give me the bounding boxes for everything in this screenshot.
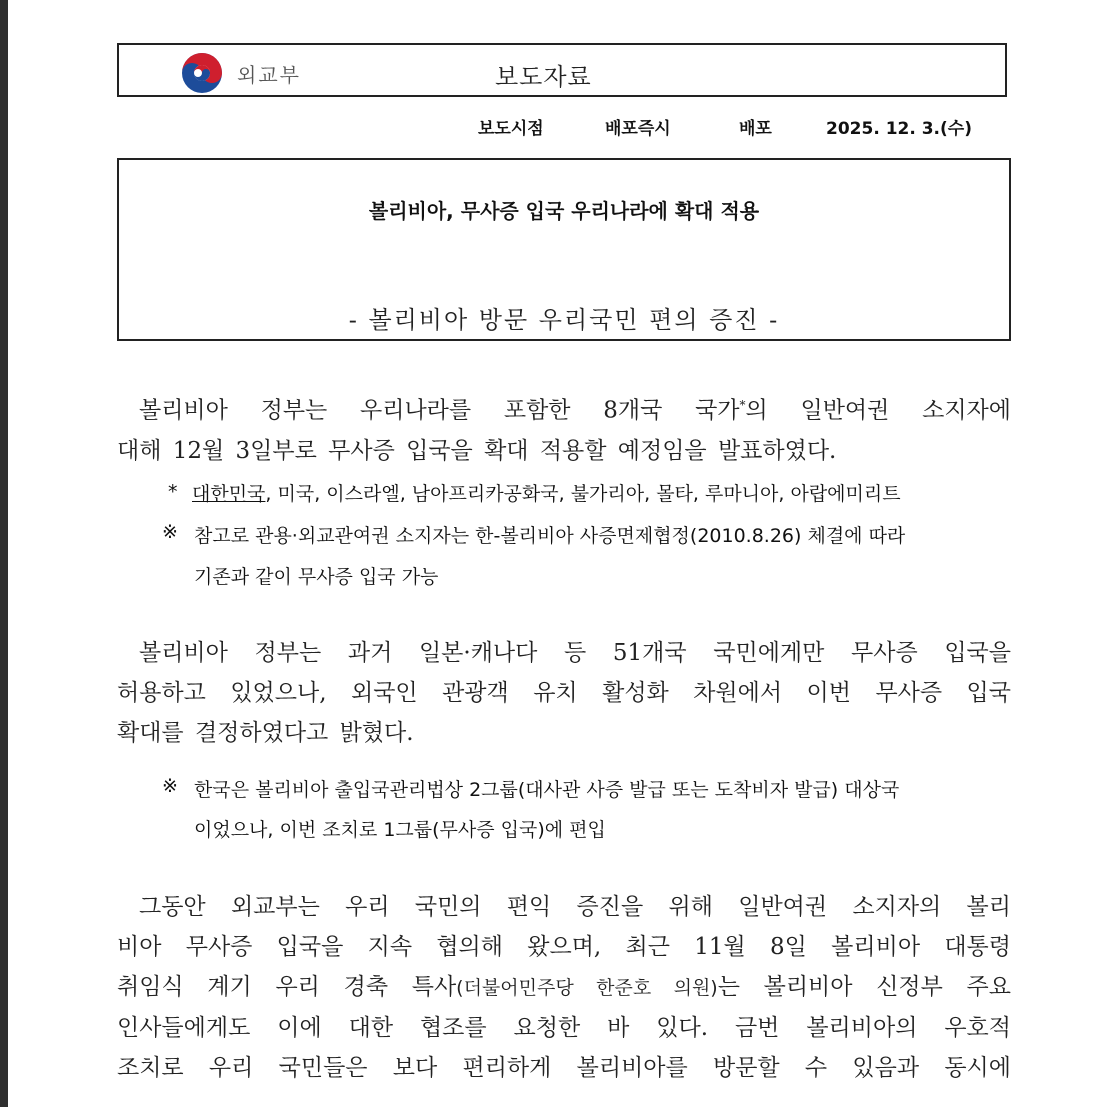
paragraph-2 bbox=[117, 633, 1011, 753]
paragraph-3-line-5: 조치로 우리 국민들은 보다 편리하게 볼리비아를 방문할 수 있음과 동시에 bbox=[117, 1055, 1011, 1081]
group-note-line-2: 이었으나, 이번 조치로 1그룹(무사증 입국)에 편입 bbox=[194, 819, 606, 841]
reference-note-line-2: 기존과 같이 무사증 입국 가능 bbox=[194, 566, 439, 588]
group-note-line-1: 한국은 볼리비아 출입국관리법상 2그룹(대사관 사증 발급 또는 도착비자 발급) 대상국 bbox=[194, 779, 900, 801]
korea-highlight: 대한민국 bbox=[192, 483, 266, 505]
paragraph-1-line-1: 볼리비아 정부는 우리나라를 포함한 8개국 국가*의 일반여권 소지자에 bbox=[139, 397, 1011, 424]
agency-name: 외교부 bbox=[237, 63, 301, 87]
footnote-marker: * bbox=[739, 398, 746, 412]
distribution-date: 2025. 12. 3.(수) bbox=[826, 119, 972, 139]
paragraph-3-line-4: 인사들에게도 이에 대한 협조를 요청한 바 있다. 금번 볼리비아의 우호적 bbox=[117, 1015, 1011, 1041]
paragraph-1 bbox=[117, 385, 1011, 471]
paragraph-2-line-2: 허용하고 있었으나, 외국인 관광객 유치 활성화 차원에서 이번 무사증 입국 bbox=[117, 680, 1011, 706]
paragraph-1-line-2: 대해 12월 3일부로 무사증 입국을 확대 적용할 예정임을 발표하였다. bbox=[117, 437, 837, 464]
paragraph-3-line-2: 비아 무사증 입국을 지속 협의해 왔으며, 최근 11월 8일 볼리비아 대통령 bbox=[117, 934, 1011, 960]
main-title: 볼리비아, 무사증 입국 우리나라에 확대 적용 bbox=[368, 199, 760, 223]
envoy-name: (더불어민주당 한준호 의원) bbox=[456, 977, 718, 999]
paragraph-2-line-1: 볼리비아 정부는 과거 일본·캐나다 등 51개국 국민에게만 무사증 입국을 bbox=[139, 640, 1011, 666]
reference-note-line-1: 참고로 관용·외교관여권 소지자는 한-볼리비아 사증면제협정(2010.8.26) 체결에 따라 bbox=[194, 525, 906, 547]
paragraph-3-line-3: 취임식 계기 우리 경축 특사(더불어민주당 한준호 의원)는 볼리비아 신정부 주요 bbox=[117, 974, 1011, 1000]
reference-mark-2: ※ bbox=[162, 775, 178, 797]
note-asterisk: * bbox=[168, 481, 178, 503]
release-time-value: 배포즉시 bbox=[605, 119, 671, 139]
countries-note: 대한민국, 미국, 이스라엘, 남아프리카공화국, 불가리아, 몰타, 루마니아, 아랍에미리트 bbox=[192, 483, 901, 505]
taegeuk-emblem-icon bbox=[181, 52, 223, 94]
viewer-left-edge bbox=[0, 0, 8, 1107]
paragraph-3-line-1: 그동안 외교부는 우리 국민의 편익 증진을 위해 일반여권 소지자의 볼리 bbox=[139, 894, 1011, 920]
reference-mark: ※ bbox=[162, 521, 178, 543]
sub-title: - 볼리비아 방문 우리국민 편의 증진 - bbox=[348, 306, 780, 334]
release-time-label: 보도시점 bbox=[478, 119, 544, 139]
document-type: 보도자료 bbox=[495, 63, 592, 91]
press-release-header bbox=[117, 43, 1007, 97]
paragraph-2-line-3: 확대를 결정하였다고 밝혔다. bbox=[117, 720, 414, 746]
title-box bbox=[117, 158, 1011, 341]
paragraph-3 bbox=[117, 887, 1011, 1088]
distribution-label: 배포 bbox=[739, 119, 772, 139]
